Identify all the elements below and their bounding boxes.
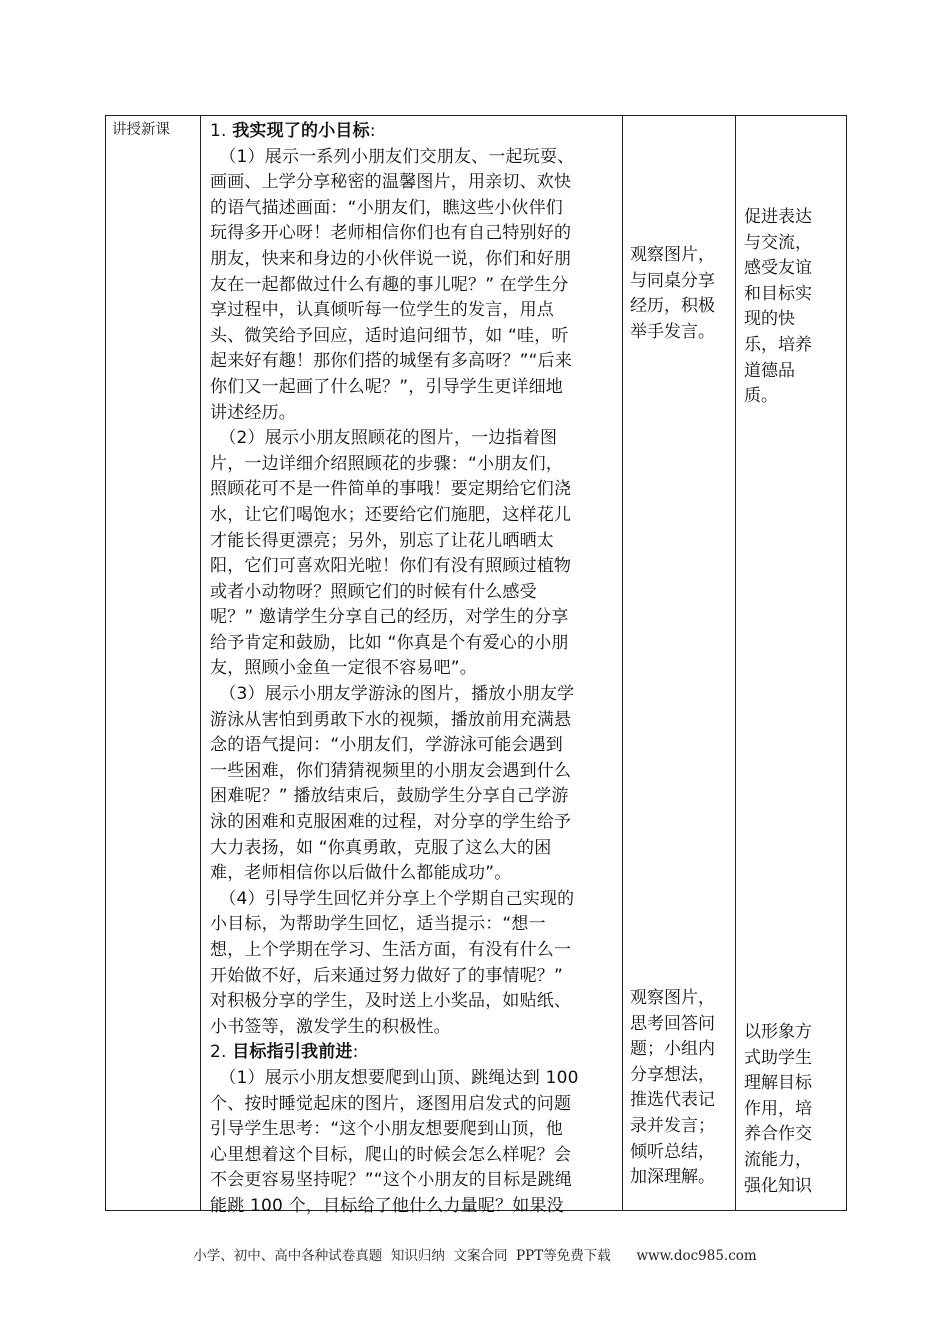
text-line: 录并发言； (630, 1115, 715, 1136)
text-line: 思考回答问 (630, 1013, 715, 1034)
text-line: 泳的困难和克服困难的过程，对分享的学生给予 (210, 812, 572, 833)
text-line: 享过程中，认真倾听每一位学生的发言，用点 (210, 300, 554, 321)
paragraph-2 (210, 426, 622, 682)
text-line: 开始做不好，后来通过努力做好了的事情呢？” (210, 965, 564, 986)
student-activity-1 (630, 243, 736, 345)
heading-1 (210, 119, 622, 145)
text-line: 经历，积极 (630, 296, 715, 317)
text-line: 现的快 (744, 309, 795, 330)
text-line: 推选代表记 (630, 1090, 715, 1111)
text-line: 观察图片， (630, 988, 715, 1008)
heading-text: 我实现了的小目标 (232, 121, 370, 141)
text-line: 题；小组内 (630, 1039, 715, 1060)
section-label: 讲授新课 (112, 122, 170, 138)
column-divider (622, 116, 623, 1210)
text-line: 朋友，快来和身边的小伙伴说一说，你们和好朋 (210, 248, 572, 269)
text-line: 强化知识 (744, 1175, 812, 1196)
text-line: （3）展示小朋友学游泳的图片，播放小朋友学 (219, 684, 575, 705)
paragraph-5 (210, 1066, 622, 1220)
text-line: 想，上个学期在学习、生活方面，有没有什么一 (210, 940, 572, 960)
text-line: 心里想着这个目标，爬山的时候会怎么样呢？会 (210, 1144, 572, 1165)
text-line: 感受友谊 (744, 258, 812, 279)
design-intent-1 (744, 205, 844, 410)
text-line: 质。 (744, 386, 778, 407)
paragraph-3 (210, 682, 622, 887)
text-line: 和目标实 (744, 283, 812, 304)
text-line: 玩得多开心呀！老师相信你们也有自己特别好的 (210, 223, 572, 244)
text-line: 画画、上学分享秘密的温馨图片，用亲切、欢快 (210, 172, 572, 193)
text-line: 困难呢？” 播放结束后，鼓励学生分享自己学游 (210, 786, 569, 807)
heading-2 (210, 1040, 622, 1066)
text-line: 举手发言。 (630, 321, 715, 342)
text-line: 倾听总结， (630, 1141, 715, 1162)
text-line: 与同桌分享 (630, 270, 715, 291)
lesson-plan-table (105, 115, 847, 1216)
teaching-content-cell (210, 119, 622, 1220)
text-line: 道德品 (744, 360, 795, 381)
text-line: 水，让它们喝饱水；还要给它们施肥，这样花儿 (210, 504, 572, 525)
text-line: 照顾花可不是一件简单的事哦！要定期给它们浇 (210, 479, 572, 500)
text-line: 给予肯定和鼓励，比如 “你真是个有爱心的小朋 (210, 632, 569, 653)
text-line: 小目标，为帮助学生回忆，适当提示：“想一 (210, 914, 546, 935)
text-line: 起来好有趣！那你们搭的城堡有多高呀？”“后来 (210, 351, 573, 372)
text-line: 促进表达 (744, 207, 812, 227)
column-divider (200, 116, 201, 1210)
page-footer: 小学、初中、高中各种试卷真题 知识归纳 文案合同 PPT等免费下载 www.doc985.com (193, 1248, 757, 1264)
text-line: 式助学生 (744, 1047, 812, 1068)
text-line: 阳，它们可喜欢阳光啦！你们有没有照顾过植物 (210, 556, 572, 577)
text-line: 或者小动物呀？照顾它们的时候有什么感受 (210, 581, 537, 602)
heading-colon: : (369, 121, 376, 141)
text-line: （1）展示小朋友想要爬到山顶、跳绳达到 100 (219, 1067, 579, 1088)
text-line: 理解目标 (744, 1073, 812, 1094)
heading-text: 目标指引我前进 (232, 1042, 353, 1063)
heading-colon: : (352, 1042, 359, 1063)
text-line: 对积极分享的学生，及时送上小奖品，如贴纸、 (210, 991, 572, 1012)
text-line: 一些困难，你们猜猜视频里的小朋友会遇到什么 (210, 760, 572, 781)
paragraph-1 (210, 145, 622, 427)
design-intent-2 (744, 1020, 844, 1199)
student-activity-2 (630, 986, 736, 1191)
text-line: 引导学生思考：“这个小朋友想要爬到山顶，他 (210, 1119, 564, 1140)
heading-number: 1. (210, 121, 233, 141)
text-line: 小书签等，激发学生的积极性。 (210, 1016, 451, 1037)
text-line: 不会更容易坚持呢？”“这个小朋友的目标是跳绳 (210, 1170, 573, 1191)
text-line: 观察图片， (630, 245, 715, 265)
text-line: 难，老师相信你以后做什么都能成功”。 (210, 863, 512, 884)
heading-number: 2. (210, 1042, 233, 1063)
text-line: 个、按时睡觉起床的图片，逐图用启发式的问题 (210, 1093, 572, 1114)
text-line: 呢？” 邀请学生分享自己的经历，对学生的分享 (210, 607, 569, 628)
text-line: 乐，培养 (744, 334, 812, 355)
text-line: 念的语气提问：“小朋友们，学游泳可能会遇到 (210, 735, 564, 756)
text-line: 大力表扬，如 “你真勇敢，克服了这么大的困 (210, 837, 552, 858)
text-line: 头、微笑给予回应，适时追问细节，如 “哇，听 (210, 325, 569, 346)
text-line: 讲述经历。 (210, 402, 296, 423)
text-line: 能跳 100 个，目标给了他什么力量呢？如果没 (210, 1195, 564, 1216)
text-line: 友在一起都做过什么有趣的事儿呢？” 在学生分 (210, 274, 569, 295)
text-line: 游泳从害怕到勇敢下水的视频，播放前用充满悬 (210, 709, 572, 730)
text-line: 以形象方 (744, 1022, 812, 1042)
text-line: 与交流， (744, 232, 812, 253)
text-line: 友，照顾小金鱼一定很不容易吧”。 (210, 658, 478, 679)
text-line: （1）展示一系列小朋友们交朋友、一起玩耍、 (219, 146, 575, 167)
text-line: 养合作交 (744, 1124, 812, 1145)
text-line: 才能长得更漂亮；另外，别忘了让花儿晒晒太 (210, 530, 554, 551)
text-line: 分享想法， (630, 1064, 715, 1085)
text-line: （4）引导学生回忆并分享上个学期自己实现的 (219, 888, 575, 909)
text-line: 流能力， (744, 1149, 812, 1170)
text-line: 你们又一起画了什么呢？”，引导学生更详细地 (210, 376, 564, 397)
text-line: （2）展示小朋友照顾花的图片，一边指着图 (219, 428, 558, 449)
text-line: 加深理解。 (630, 1167, 715, 1188)
text-line: 作用，培 (744, 1098, 812, 1119)
text-line: 片，一边详细介绍照顾花的步骤：“小朋友们， (210, 453, 564, 474)
text-line: 的语气描述画面：“小朋友们，瞧这些小伙伴们 (210, 197, 564, 218)
paragraph-4 (210, 887, 622, 1041)
